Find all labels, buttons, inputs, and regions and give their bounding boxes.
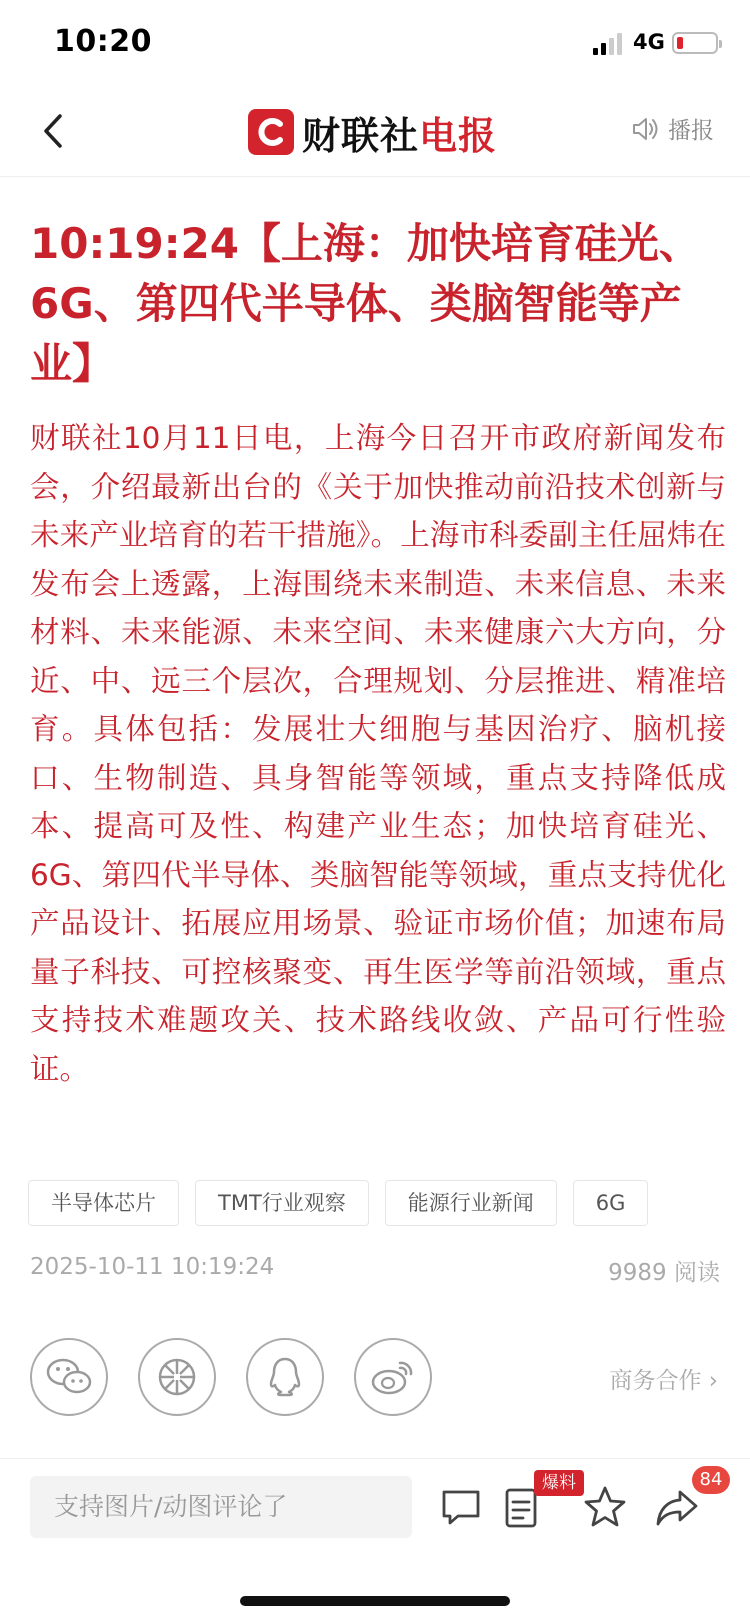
- share-arrow-icon[interactable]: [652, 1482, 702, 1532]
- brand-name: 财联社: [302, 113, 420, 158]
- tag-item[interactable]: 6G: [573, 1180, 649, 1226]
- favorite-star-icon[interactable]: [580, 1482, 630, 1532]
- moments-icon: [156, 1356, 198, 1398]
- article-headline: 10:19:24【上海：加快培育硅光、6G、第四代半导体、类脑智能等产业】: [30, 219, 701, 388]
- wechat-icon: [46, 1357, 92, 1397]
- network-type: 4G: [633, 30, 665, 54]
- nav-bar: [0, 88, 750, 177]
- tag-item[interactable]: 半导体芯片: [28, 1180, 179, 1226]
- comment-icon[interactable]: [436, 1482, 486, 1532]
- share-qq-button[interactable]: [246, 1338, 324, 1416]
- signal-icon: [593, 33, 625, 55]
- home-indicator: [240, 1596, 510, 1606]
- tag-list: [28, 1180, 664, 1226]
- article-body: 财联社10月11日电，上海今日召开市政府新闻发布会，介绍最新出台的《关于加快推动前沿技术创新与未来产业培育的若干措施》。上海市科委副主任屈炜在发布会上透露，上海围绕未来制造、未来信息、未来材料、未来能源、未来空间、未来健康六大方向，分近、中、远三个层次，合理规划、分层推进、精准培育。具体包括：发展壮大细胞与基因治疗、脑机接口、生物制造、具身智能等领域，重点支持降低成本、提高可及性、构建产业生态；加快培育硅光、6G、第四代半导体、类脑智能等领域，重点支持优化产品设计、拓展应用场景、验证市场价值；加速布局量子科技、可控核聚变、再生医学等前沿领域，重点支持技术难题攻关、技术路线收敛、产品可行性验证。: [30, 421, 726, 1086]
- battery-icon: [672, 32, 718, 54]
- share-weibo-button[interactable]: [354, 1338, 432, 1416]
- publish-datetime: 2025-10-11 10:19:24: [30, 1254, 275, 1280]
- broadcast-label: 播报: [668, 118, 714, 144]
- brand-logo: [248, 106, 497, 158]
- read-count: 9989 阅读: [608, 1260, 720, 1286]
- share-wechat-button[interactable]: [30, 1338, 108, 1416]
- brand-suffix: 电报: [419, 113, 498, 158]
- broadcast-button[interactable]: [630, 112, 714, 145]
- tag-item[interactable]: 能源行业新闻: [385, 1180, 557, 1226]
- speaker-icon: [630, 114, 660, 144]
- qq-icon: [267, 1356, 303, 1398]
- status-time: 10:20: [54, 24, 152, 59]
- logo-c-icon: [248, 109, 294, 155]
- status-bar: [0, 0, 750, 88]
- divider: [0, 1458, 750, 1459]
- share-count-badge: 84: [692, 1466, 730, 1494]
- share-moments-button[interactable]: [138, 1338, 216, 1416]
- back-icon[interactable]: [36, 108, 76, 154]
- report-badge: 爆料: [534, 1470, 584, 1496]
- share-row: [30, 1338, 462, 1416]
- business-cooperation-link[interactable]: 商务合作 ›: [609, 1368, 718, 1394]
- comment-input[interactable]: 支持图片/动图评论了: [30, 1476, 412, 1538]
- weibo-icon: [370, 1357, 416, 1397]
- tag-item[interactable]: TMT行业观察: [195, 1180, 369, 1226]
